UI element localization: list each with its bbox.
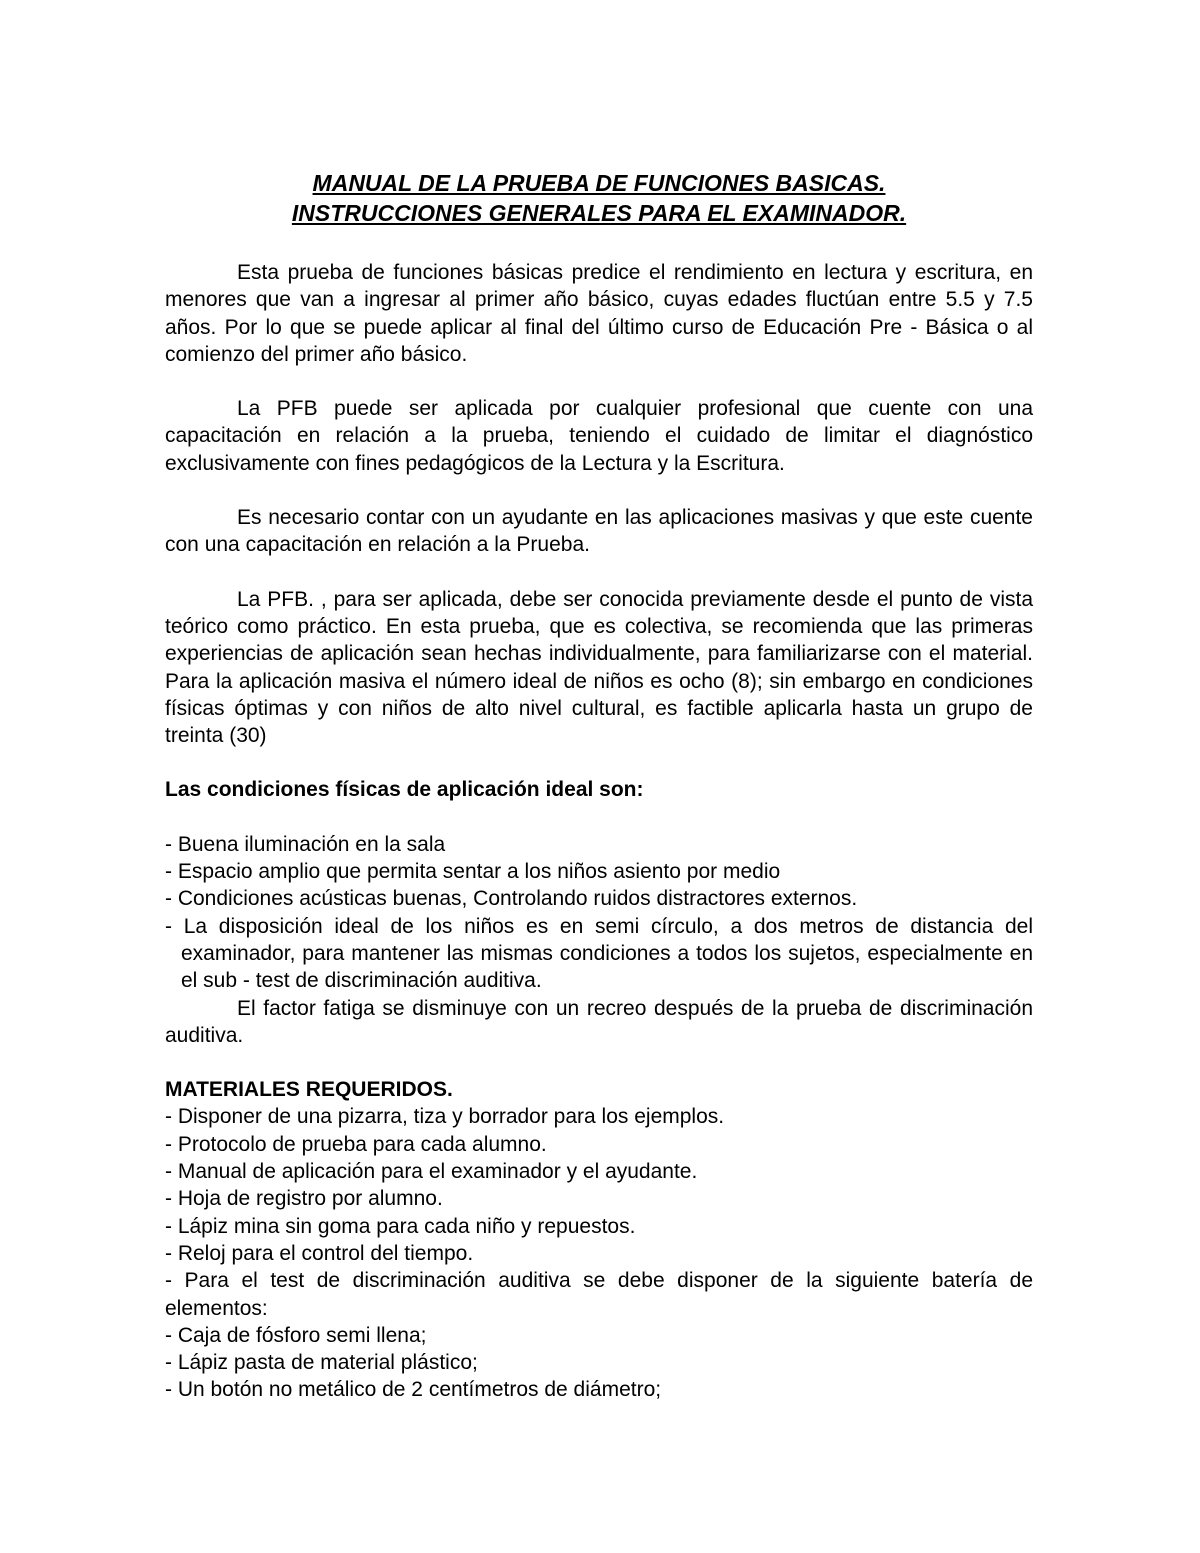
list-item: - Reloj para el control del tiempo. [165,1241,474,1265]
spacer [165,228,1033,259]
list-item: - Manual de aplicación para el examinador y el ayudante. [165,1160,698,1184]
list-item: - Hoja de registro por alumno. [165,1187,443,1211]
document-page [165,168,1033,1404]
list-item: - Espacio amplio que permita sentar a los niños asiento por medio [165,860,781,884]
materials-list [165,1103,1033,1403]
materials-heading: MATERIALES REQUERIDOS. [165,1078,453,1102]
list-item: - Para el test de discriminación auditiva se debe disponer de la siguiente batería de elementos: [165,1269,1033,1320]
conditions-list [165,831,1033,995]
paragraph-who-applies: La PFB puede ser aplicada por cualquier profesional que cuente con una capacitación en relación a la prueba, teniendo el cuidado de limitar el diagnóstico exclusivamente con fines pedagógicos de la Lectura y la Escritura. [165,397,1033,475]
document-title-line-2: INSTRUCCIONES GENERALES PARA EL EXAMINADOR. [291,200,907,226]
document-title-line-1: MANUAL DE LA PRUEBA DE FUNCIONES BASICAS. [312,170,886,196]
list-item: - Buena iluminación en la sala [165,832,446,856]
spacer [165,749,1033,776]
paragraph-intro: Esta prueba de funciones básicas predice el rendimiento en lectura y escritura, en menores que van a ingresar al primer año básico, cuyas edades fluctúan entre 5.5 y 7.5 años. Por lo que se puede aplicar al final del último curso de Educación Pre - Básica o al comienzo del primer año básico. [165,261,1033,366]
list-item: - Disponer de una pizarra, tiza y borrador para los ejemplos. [165,1105,725,1129]
list-item: - Lápiz mina sin goma para cada niño y repuestos. [165,1214,636,1238]
paragraph-application: La PFB. , para ser aplicada, debe ser conocida previamente desde el punto de vista teórico como práctico. En esta prueba, que es colectiva, se recomienda que las primeras experiencias de aplicación sean hechas individualmente, para familiarizarse con el material. Para la aplicación masiva el número ideal de niños es ocho (8); sin embargo en condiciones físicas óptimas y con niños de alto nivel cultural, es factible aplicarla hasta un grupo de treinta (30) [165,587,1033,748]
paragraph-assistant: Es necesario contar con un ayudante en las aplicaciones masivas y que este cuente con una capacitación en relación a la Prueba. [165,506,1033,557]
list-item: - Un botón no metálico de 2 centímetros de diámetro; [165,1378,662,1402]
list-item: - Lápiz pasta de material plástico; [165,1351,478,1375]
list-item: - Caja de fósforo semi llena; [165,1323,427,1347]
spacer [165,559,1033,586]
spacer [165,368,1033,395]
spacer [165,804,1033,831]
list-item: - Condiciones acústicas buenas, Controlando ruidos distractores externos. [165,887,858,911]
conditions-heading: Las condiciones físicas de aplicación ideal son: [165,778,644,802]
list-item: - Protocolo de prueba para cada alumno. [165,1132,547,1156]
spacer [165,477,1033,504]
spacer [165,1049,1033,1076]
list-item: - La disposición ideal de los niños es en semi círculo, a dos metros de distancia del examinador, para mantener las mismas condiciones a todos los sujetos, especialmente en el sub - test de discriminación auditiva. [165,914,1033,993]
paragraph-fatigue-note: El factor fatiga se disminuye con un recreo después de la prueba de discriminación auditiva. [165,996,1033,1047]
